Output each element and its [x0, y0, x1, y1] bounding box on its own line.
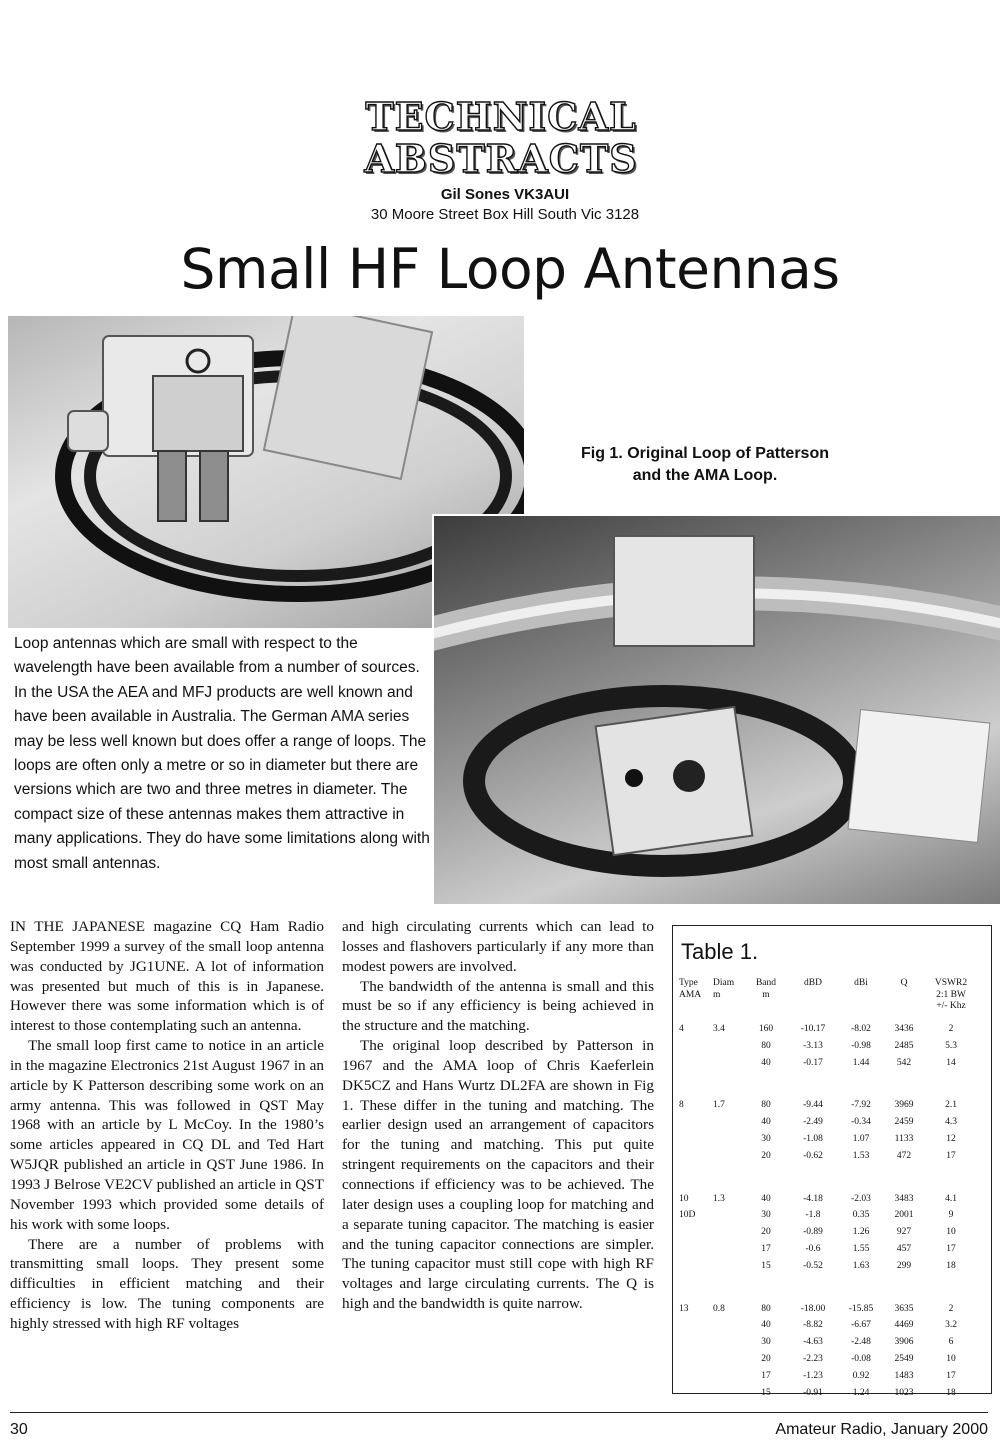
table-cell: 20 — [761, 1354, 771, 1364]
table-cell: 17 — [946, 1150, 956, 1161]
table-cell: 8 — [679, 1100, 684, 1111]
table-cell: -0.98 — [851, 1040, 871, 1051]
table-cell: -18.00 — [800, 1303, 826, 1314]
table-row — [673, 1371, 991, 1385]
table-cell: -0.34 — [851, 1117, 871, 1128]
table-cell: -4.18 — [803, 1193, 823, 1204]
table-cell: 6 — [948, 1337, 954, 1348]
technical-abstracts-logo — [355, 96, 647, 186]
col1-paragraph-1: IN THE JAPANESE magazine CQ Ham Radio September 1999 a survey of the small loop antenna was conducted by JG1UNE. A lot of information was presented but much of this is in Japanese. However there was some information which is of interest to those contemplating such an antenna. — [10, 918, 324, 1035]
table-cell: 472 — [896, 1150, 912, 1161]
table-cell: 2.1 — [945, 1100, 957, 1111]
table-header-cell: Diam m — [713, 978, 735, 1000]
table-cell: 10D — [679, 1210, 696, 1221]
table-cell: 1.53 — [852, 1150, 870, 1161]
table-cell: 30 — [761, 1337, 771, 1348]
table-cell: 18 — [946, 1387, 956, 1398]
table-cell: 12 — [946, 1134, 956, 1144]
table-cell: -2.03 — [851, 1193, 871, 1204]
author-address: 30 Moore Street Box Hill South Vic 3128 — [370, 206, 640, 223]
table-cell: -3.13 — [803, 1040, 823, 1051]
table-cell: 17 — [946, 1244, 956, 1254]
table-cell: 4469 — [894, 1320, 914, 1331]
table-cell: 3.4 — [713, 1024, 725, 1034]
table-cell: 1.44 — [852, 1057, 870, 1068]
table-cell: 2001 — [894, 1210, 914, 1221]
caption-line-1: Fig 1. Original Loop of Patterson — [580, 445, 829, 462]
intro-paragraph — [14, 632, 432, 876]
table-header-cell: Type AMA — [679, 978, 702, 1000]
table-cell: 1.63 — [852, 1260, 870, 1271]
table-cell: -1.23 — [803, 1370, 823, 1381]
table-cell: 457 — [896, 1244, 912, 1254]
caption-line-2: and the AMA Loop. — [632, 467, 778, 484]
table-row — [673, 1337, 991, 1351]
table-cell: -0.91 — [803, 1387, 823, 1398]
table-cell: 3436 — [894, 1024, 914, 1034]
table-row — [673, 1244, 991, 1258]
col1-paragraph-2: The small loop first came to notice in an article in the magazine Electronics 21st August 1967 in an article by K Patterson describing some work on an army antenna. This was followed in QST May 1968 with an article by L McCoy. In the 1980’s some articles appeared in CQ DL and Ted Hart W5JQR published an article in QST June 1986. In 1993 J Belrose VE2CV published an article in QST November 1993 which provided some details of his work with some loops. — [10, 1037, 324, 1233]
table-row — [673, 1388, 991, 1402]
table-row — [673, 1227, 991, 1241]
publication-footer: Amateur Radio, January 2000 — [775, 1421, 988, 1438]
table-cell: 3.2 — [945, 1320, 957, 1331]
table-row — [673, 1117, 991, 1131]
table-cell: -8.02 — [851, 1024, 871, 1034]
table-cell: -2.48 — [851, 1337, 871, 1348]
table-cell: 40 — [761, 1057, 771, 1068]
table-row — [673, 1041, 991, 1055]
table-cell: 3969 — [894, 1100, 914, 1111]
table-header-cell: dBD — [804, 978, 822, 988]
table-cell: 0.8 — [713, 1303, 725, 1314]
table-header-cell: Band m — [755, 978, 777, 1000]
table-cell: 0.92 — [852, 1370, 870, 1381]
table-cell: 9 — [948, 1210, 954, 1221]
table-cell: 20 — [761, 1227, 771, 1238]
table-cell: 0.35 — [852, 1210, 870, 1221]
table-cell: 13 — [679, 1303, 689, 1314]
logo-line-1: TECHNICAL — [365, 94, 637, 139]
table-cell: 160 — [758, 1024, 774, 1034]
table-cell: 14 — [946, 1057, 956, 1068]
body-column-2 — [342, 917, 654, 1314]
table-row — [673, 1261, 991, 1275]
table-cell: 40 — [761, 1117, 771, 1128]
table-title: Table 1. — [681, 939, 759, 964]
table-cell: 30 — [761, 1210, 771, 1221]
table-cell: 5.3 — [945, 1040, 957, 1051]
table-cell: 1.55 — [852, 1244, 870, 1254]
table-cell: 40 — [761, 1320, 771, 1331]
table-row — [673, 1194, 991, 1208]
table-cell: 17 — [761, 1244, 771, 1254]
table-cell: 3483 — [894, 1193, 914, 1204]
table-row — [673, 1320, 991, 1334]
table-cell: 1.24 — [852, 1387, 870, 1398]
table-cell: -1.08 — [803, 1134, 823, 1144]
table-cell: 15 — [761, 1387, 771, 1398]
table-row — [673, 1354, 991, 1368]
table-cell: -2.49 — [803, 1117, 823, 1128]
table-cell: 542 — [896, 1057, 912, 1068]
footer-rule — [10, 1412, 988, 1413]
table-cell: -1.8 — [805, 1210, 821, 1221]
intro-text: Loop antennas which are small with respect to the wavelength have been available from a number of sources. In the USA the AEA and MFJ products are well known and have been available in Australia. The German AMA series may be less well known but does offer a range of loops. The loops are often only a metre or so in diameter but there are versions which are two and three metres in diameter. The compact size of these antennas makes them attractive in many applications. They do have some limitations along with most small antennas. — [14, 635, 430, 872]
table-cell: 80 — [761, 1303, 771, 1314]
table-cell: -10.17 — [800, 1024, 826, 1034]
table-row — [673, 1210, 991, 1224]
table-cell: -9.44 — [803, 1100, 823, 1111]
table-cell: 2 — [948, 1303, 954, 1314]
table-cell: -7.92 — [851, 1100, 871, 1111]
table-cell: 927 — [896, 1227, 912, 1238]
table-row — [673, 1151, 991, 1165]
table-row — [673, 1134, 991, 1148]
table-cell: 1.3 — [713, 1193, 725, 1204]
table-cell: 17 — [946, 1370, 956, 1381]
table-cell: -0.52 — [803, 1260, 823, 1271]
table-cell: 299 — [896, 1260, 912, 1271]
table-header-cell: dBi — [854, 978, 868, 988]
table-cell: 2485 — [894, 1040, 914, 1051]
table-cell: 30 — [761, 1134, 771, 1144]
table-cell: 40 — [761, 1193, 771, 1204]
table-cell: -6.67 — [851, 1320, 871, 1331]
table-header-cell: VSWR2 2:1 BW +/- Khz — [934, 978, 968, 1011]
table-row — [673, 1304, 991, 1318]
table-cell: -8.82 — [803, 1320, 823, 1331]
table-cell: 2 — [948, 1024, 954, 1034]
table-cell: 4 — [679, 1024, 684, 1034]
photo-ama-loop — [432, 514, 1000, 904]
table-cell: 3635 — [894, 1303, 914, 1314]
table-cell: 20 — [761, 1150, 771, 1161]
table-cell: 18 — [946, 1260, 956, 1271]
table-cell: 15 — [761, 1260, 771, 1271]
table-cell: 1483 — [894, 1370, 914, 1381]
table-row — [673, 1100, 991, 1114]
table-cell: 80 — [761, 1040, 771, 1051]
figure-caption — [540, 443, 870, 487]
table-cell: 1023 — [894, 1387, 914, 1398]
article-headline: Small HF Loop Antennas — [180, 237, 840, 301]
table-row — [673, 1024, 991, 1038]
page-number: 30 — [10, 1421, 28, 1438]
table-cell: -2.23 — [803, 1354, 823, 1364]
table-cell: -4.63 — [803, 1337, 823, 1348]
table-cell: 10 — [946, 1354, 956, 1364]
col2-paragraph-2: The bandwidth of the antenna is small and this must be so if any efficiency is being achieved in the structure and the matching. — [342, 977, 654, 1035]
table-cell: -0.6 — [805, 1244, 821, 1254]
table-cell: 2459 — [894, 1117, 914, 1128]
table-cell: 1.26 — [852, 1227, 870, 1238]
table-1 — [672, 925, 992, 1398]
table-header-cell: Q — [900, 978, 908, 988]
col1-paragraph-3: There are a number of problems with transmitting small loops. They present some difficulties in efficient matching and their efficiency is low. The tuning components are highly stressed with high RF voltages — [10, 1235, 324, 1332]
logo-line-2: ABSTRACTS — [364, 136, 638, 181]
table-cell: 2549 — [894, 1354, 914, 1364]
table-cell: -0.89 — [803, 1227, 823, 1238]
table-cell: 4.3 — [945, 1117, 957, 1128]
col2-paragraph-1: and high circulating currents which can lead to losses and flashovers particularly if any more than modest powers are involved. — [342, 918, 654, 975]
table-cell: -15.85 — [848, 1303, 874, 1314]
body-column-1 — [10, 917, 324, 1334]
table-cell: 1.7 — [713, 1100, 725, 1111]
table-row — [673, 1058, 991, 1072]
table-cell: -0.62 — [803, 1150, 823, 1161]
table-cell: 1133 — [894, 1134, 914, 1144]
table-cell: 10 — [946, 1227, 956, 1238]
table-cell: -0.17 — [803, 1057, 823, 1068]
col2-paragraph-3: The original loop described by Patterson in 1967 and the AMA loop of Chris Kaeferlein DK5CZ and Hans Wurtz DL2FA are shown in Fig 1. These differ in the tuning and matching. The earlier design used an arrangement of capacitors for the tuning and matching. This put quite stringent requirements on the capacitors and their connections if efficiency was to be achieved. The later design uses a coupling loop for matching and a separate tuning capacitor. The matching is easier and the tuning capacitor connections are simpler. The tuning capacitor must still cope with high RF voltages and large circulating currents. The Q is high and the bandwidth is quite narrow. — [342, 1037, 654, 1313]
table-cell: 10 — [679, 1193, 689, 1204]
table-cell: 80 — [761, 1100, 771, 1111]
table-cell: 3906 — [894, 1337, 914, 1348]
table-cell: 1.07 — [852, 1134, 870, 1144]
author-name: Gil Sones VK3AUI — [440, 186, 570, 203]
table-cell: 4.1 — [945, 1193, 957, 1204]
table-cell: 17 — [761, 1370, 771, 1381]
table-cell: -0.08 — [851, 1354, 871, 1364]
